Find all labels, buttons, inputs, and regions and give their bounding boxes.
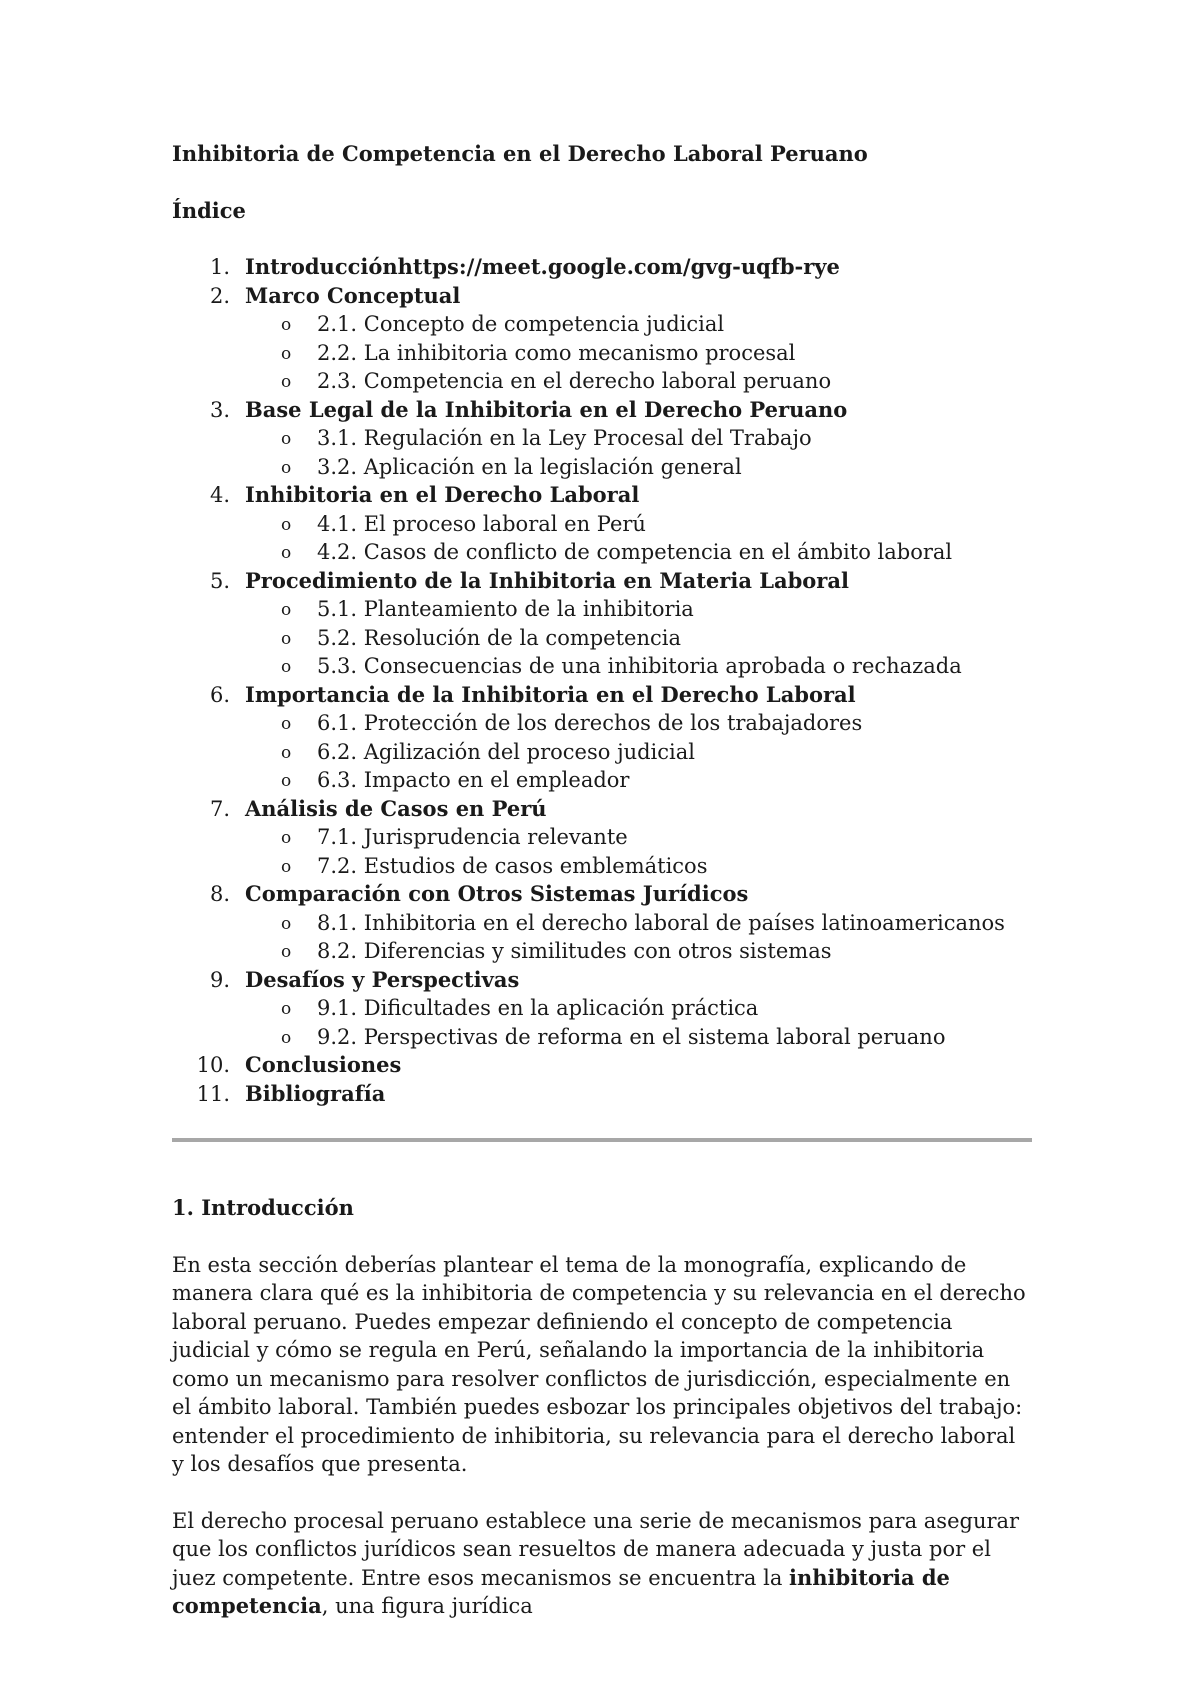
toc-subitem-label: 9.1. Dificultades en la aplicación práctica bbox=[317, 996, 759, 1020]
toc-subitem bbox=[172, 1023, 1032, 1052]
circle-bullet-icon: o bbox=[281, 828, 292, 848]
circle-bullet-icon: o bbox=[281, 771, 292, 791]
toc-subitem bbox=[172, 852, 1032, 881]
toc-subitem bbox=[172, 424, 1032, 453]
toc-subitem-label: 5.2. Resolución de la competencia bbox=[317, 625, 682, 650]
circle-bullet-icon: o bbox=[281, 856, 292, 877]
toc-subitem bbox=[172, 538, 1032, 567]
toc-item bbox=[172, 966, 1032, 1052]
toc-subitem bbox=[172, 766, 1032, 795]
body-paragraph: En esta sección deberías plantear el tema de la monografía, explicando de manera clara qué es la inhibitoria de competencia y su relevancia en el derecho laboral peruano. Puedes empezar definiendo el concepto de competencia judicial y cómo se regula en Perú, señalando la importancia de la inhibitoria como un mecanismo para resolver conflictos de jurisdicción, especialmente en el ámbito laboral. También puedes esbozar los principales objetivos del trabajo: entender el procedimiento de inhibitoria, su relevancia para el derecho laboral y los desafíos que presenta. bbox=[172, 1252, 1026, 1476]
toc-item-label: Inhibitoria en el Derecho Laboral bbox=[245, 482, 640, 507]
toc-item-label: Bibliografía bbox=[245, 1080, 386, 1106]
toc-sublist bbox=[245, 595, 1032, 681]
toc-subitem-label: 9.2. Perspectivas de reforma en el sistema laboral peruano bbox=[317, 1024, 946, 1049]
toc-item bbox=[172, 253, 1032, 282]
toc-item-number: 10. bbox=[196, 1053, 230, 1077]
toc-item bbox=[172, 282, 1032, 396]
toc-subitem-label: 4.1. El proceso laboral en Perú bbox=[317, 511, 646, 536]
toc-item-number: 9. bbox=[209, 967, 230, 992]
toc-item-number: 3. bbox=[209, 397, 230, 422]
toc-item bbox=[172, 795, 1032, 881]
toc-subitem bbox=[172, 738, 1032, 767]
toc-subitem-label: 2.2. La inhibitoria como mecanismo procesal bbox=[317, 340, 796, 365]
paragraph-text: El derecho procesal peruano establece una serie de mecanismos para asegurar que los conflictos jurídicos sean resueltos de manera adecuada y justa por el juez competente. Entre esos mecanismos se encuentra la bbox=[172, 1508, 1020, 1590]
toc-subitem bbox=[172, 339, 1032, 368]
circle-bullet-icon: o bbox=[281, 457, 292, 478]
toc-item-number: 5. bbox=[209, 568, 230, 593]
toc-subitem-label: 3.1. Regulación en la Ley Procesal del Trabajo bbox=[317, 426, 812, 450]
section-title: 1. Introducción bbox=[172, 1195, 354, 1220]
toc-subitem-label: 2.1. Concepto de competencia judicial bbox=[317, 312, 725, 336]
toc-item-label: Marco Conceptual bbox=[245, 282, 461, 308]
document-page bbox=[172, 140, 1032, 1649]
circle-bullet-icon: o bbox=[281, 999, 292, 1019]
toc-item-number: 11. bbox=[196, 1081, 230, 1106]
toc-subitem bbox=[172, 624, 1032, 653]
toc-subitem-label: 2.3. Competencia en el derecho laboral peruano bbox=[317, 369, 832, 393]
circle-bullet-icon: o bbox=[281, 913, 292, 934]
paragraph-text: , una figura jurídica bbox=[321, 1594, 533, 1618]
toc-item bbox=[172, 681, 1032, 795]
toc-item-label: Comparación con Otros Sistemas Jurídicos bbox=[245, 881, 749, 906]
toc-subitem bbox=[172, 652, 1032, 681]
toc-sublist bbox=[245, 994, 1032, 1051]
circle-bullet-icon: o bbox=[281, 343, 292, 364]
toc-item-number: 4. bbox=[209, 483, 230, 507]
toc-item-label: Procedimiento de la Inhibitoria en Materia Laboral bbox=[245, 567, 849, 593]
circle-bullet-icon: o bbox=[281, 543, 292, 563]
toc-subitem-label: 7.2. Estudios de casos emblemáticos bbox=[317, 853, 708, 878]
toc-subitem bbox=[172, 453, 1032, 482]
toc-subitem-label: 6.2. Agilización del proceso judicial bbox=[317, 739, 695, 764]
toc-sublist bbox=[245, 310, 1032, 396]
toc-item bbox=[172, 567, 1032, 681]
toc-subitem-label: 8.2. Diferencias y similitudes con otros sistemas bbox=[317, 939, 832, 963]
toc-subitem-label: 8.1. Inhibitoria en el derecho laboral de países latinoamericanos bbox=[317, 910, 1005, 935]
circle-bullet-icon: o bbox=[281, 372, 292, 392]
toc-subitem bbox=[172, 310, 1032, 339]
toc-subitem-label: 5.3. Consecuencias de una inhibitoria aprobada o rechazada bbox=[317, 654, 962, 678]
circle-bullet-icon: o bbox=[281, 628, 292, 649]
toc-item-label: Análisis de Casos en Perú bbox=[245, 795, 547, 821]
toc-subitem-label: 4.2. Casos de conflicto de competencia en el ámbito laboral bbox=[317, 540, 953, 564]
toc-subitem bbox=[172, 909, 1032, 938]
toc-subitem bbox=[172, 994, 1032, 1023]
circle-bullet-icon: o bbox=[281, 429, 292, 449]
toc-subitem-label: 6.1. Protección de los derechos de los trabajadores bbox=[317, 711, 863, 735]
circle-bullet-icon: o bbox=[281, 742, 292, 763]
toc-sublist bbox=[245, 909, 1032, 966]
toc-item bbox=[172, 396, 1032, 482]
toc-subitem bbox=[172, 937, 1032, 966]
toc-subitem bbox=[172, 595, 1032, 624]
table-of-contents bbox=[172, 253, 1032, 1108]
toc-sublist bbox=[245, 510, 1032, 567]
toc-sublist bbox=[245, 424, 1032, 481]
toc-subitem bbox=[172, 709, 1032, 738]
toc-item-label: Introducciónhttps://meet.google.com/gvg-uqfb-rye bbox=[245, 254, 840, 279]
circle-bullet-icon: o bbox=[281, 657, 292, 677]
horizontal-divider bbox=[172, 1138, 1032, 1142]
toc-item bbox=[172, 1051, 1032, 1080]
toc-item-label: Desafíos y Perspectivas bbox=[245, 966, 520, 992]
toc-subitem bbox=[172, 510, 1032, 539]
toc-item-label: Base Legal de la Inhibitoria en el Derecho Peruano bbox=[245, 396, 848, 422]
circle-bullet-icon: o bbox=[281, 514, 292, 535]
toc-item-label: Conclusiones bbox=[245, 1052, 402, 1077]
toc-item bbox=[172, 880, 1032, 966]
toc-item-number: 6. bbox=[209, 682, 230, 707]
toc-sublist bbox=[245, 823, 1032, 880]
toc-heading: Índice bbox=[172, 197, 246, 223]
circle-bullet-icon: o bbox=[281, 714, 292, 734]
toc-item-number: 7. bbox=[209, 796, 230, 821]
document-title: Inhibitoria de Competencia en el Derecho Laboral Peruano bbox=[172, 141, 868, 166]
toc-item-label: Importancia de la Inhibitoria en el Derecho Laboral bbox=[245, 681, 856, 707]
circle-bullet-icon: o bbox=[281, 942, 292, 962]
toc-item-number: 1. bbox=[209, 255, 230, 279]
toc-subitem-label: 3.2. Aplicación en la legislación general bbox=[317, 454, 742, 479]
toc-subitem-label: 5.1. Planteamiento de la inhibitoria bbox=[317, 597, 694, 621]
circle-bullet-icon: o bbox=[281, 315, 292, 335]
toc-item bbox=[172, 481, 1032, 567]
toc-item bbox=[172, 1080, 1032, 1109]
toc-subitem bbox=[172, 367, 1032, 396]
toc-subitem-label: 6.3. Impacto en el empleador bbox=[317, 768, 630, 792]
circle-bullet-icon: o bbox=[281, 600, 292, 620]
toc-subitem bbox=[172, 823, 1032, 852]
circle-bullet-icon: o bbox=[281, 1027, 292, 1048]
bold-term: inhibitoria de competencia bbox=[172, 1564, 950, 1618]
toc-item-number: 8. bbox=[209, 882, 230, 906]
body-paragraph bbox=[172, 1507, 1032, 1621]
toc-sublist bbox=[245, 709, 1032, 795]
toc-item-number: 2. bbox=[209, 283, 230, 308]
toc-subitem-label: 7.1. Jurisprudencia relevante bbox=[317, 825, 628, 849]
